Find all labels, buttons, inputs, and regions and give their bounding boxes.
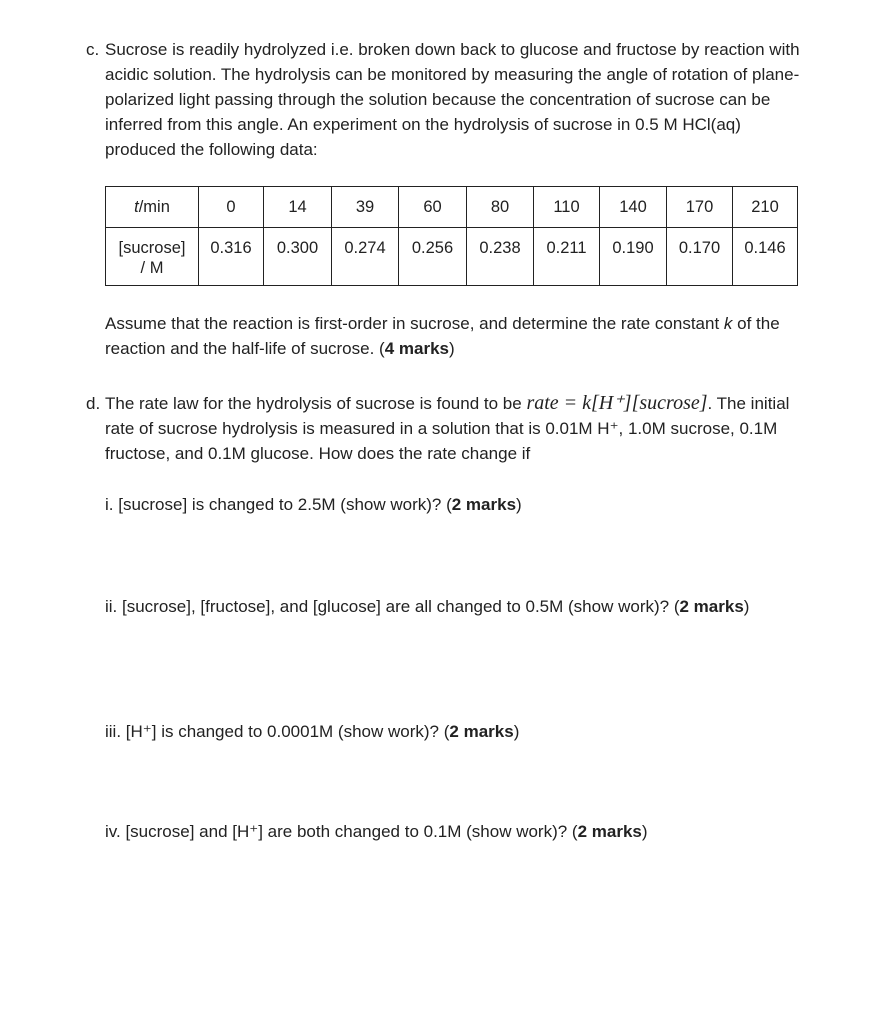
table-cell: 14 (264, 187, 332, 228)
marks: 2 marks (451, 495, 517, 514)
question-text: i. [sucrose] is changed to 2.5M (show work)? ( (105, 495, 452, 514)
table-cell: 0.238 (467, 228, 534, 286)
question-text: of the reaction and the half-life of sucrose. ( (105, 314, 780, 358)
table-cell: 0 (199, 187, 264, 228)
question-iii (105, 719, 785, 744)
part-c-question (105, 311, 785, 361)
table-cell: 0.274 (332, 228, 399, 286)
table-cell: 210 (733, 187, 798, 228)
question-text: iii. [H⁺] is changed to 0.0001M (show work)? ( (105, 722, 450, 741)
paren: ) (513, 722, 520, 741)
table-cell: 80 (467, 187, 534, 228)
time-var: t (134, 198, 139, 216)
paren: ) (743, 597, 750, 616)
paren: ) (516, 495, 522, 514)
question-i (105, 492, 785, 517)
table-cell: 60 (399, 187, 467, 228)
part-d-intro (105, 391, 805, 466)
concentration-header (106, 228, 199, 286)
time-header (106, 187, 199, 228)
table-cell: 0.316 (199, 228, 264, 286)
table-cell: 170 (667, 187, 733, 228)
question-text: iv. [sucrose] and [H⁺] are both changed to 0.1M (show work)? ( (105, 822, 578, 841)
table-cell: 140 (600, 187, 667, 228)
marks: 2 marks (449, 722, 514, 741)
table-cell: 39 (332, 187, 399, 228)
table-cell: 0.256 (399, 228, 467, 286)
part-c-text: Sucrose is readily hydrolyzed i.e. broken down back to glucose and fructose by reaction with acidic solution. The hydrolysis can be monitored by measuring the angle of rotation of plane-polarized light passing through the solution because the concentration of sucrose can be inferred from this angle. An experiment on the hydrolysis of sucrose in 0.5 M HCl(aq) produced the following data: (105, 40, 800, 159)
rate-law-equation: rate = k[H⁺][sucrose] (526, 392, 708, 414)
marks: 4 marks (384, 339, 449, 358)
question-ii (105, 594, 766, 619)
intro-text: . The initial rate of sucrose hydrolysis is measured in a solution that is 0.01M H⁺, 1.0M sucrose, 0.1M fructose, and 0.1M glucose. How does the rate change if (105, 394, 790, 463)
paren: ) (448, 339, 455, 358)
table-cell: 110 (534, 187, 600, 228)
time-unit: /min (138, 198, 170, 216)
rate-constant-symbol: k (723, 314, 733, 333)
table-cell: 0.146 (733, 228, 798, 286)
part-c-label: c. (86, 40, 100, 59)
conc-header-line2: / M (140, 259, 164, 277)
part-d-label: d. (86, 394, 101, 413)
table-cell: 0.170 (667, 228, 733, 286)
table-cell: 0.300 (264, 228, 332, 286)
table-cell: 0.211 (534, 228, 600, 286)
table-row-concentration (106, 228, 798, 286)
conc-header-line1: [sucrose] (118, 239, 186, 257)
table-cell: 0.190 (600, 228, 667, 286)
marks: 2 marks (577, 822, 642, 841)
paren: ) (641, 822, 648, 841)
question-text: ii. [sucrose], [fructose], and [glucose] are all changed to 0.5M (show work)? ( (105, 597, 680, 616)
table-row-time (106, 187, 798, 228)
question-iv (105, 819, 785, 844)
data-table (105, 186, 798, 286)
marks: 2 marks (679, 597, 744, 616)
question-text: Assume that the reaction is first-order in sucrose, and determine the rate constant (105, 314, 724, 333)
intro-text: The rate law for the hydrolysis of sucrose is found to be (105, 394, 527, 413)
